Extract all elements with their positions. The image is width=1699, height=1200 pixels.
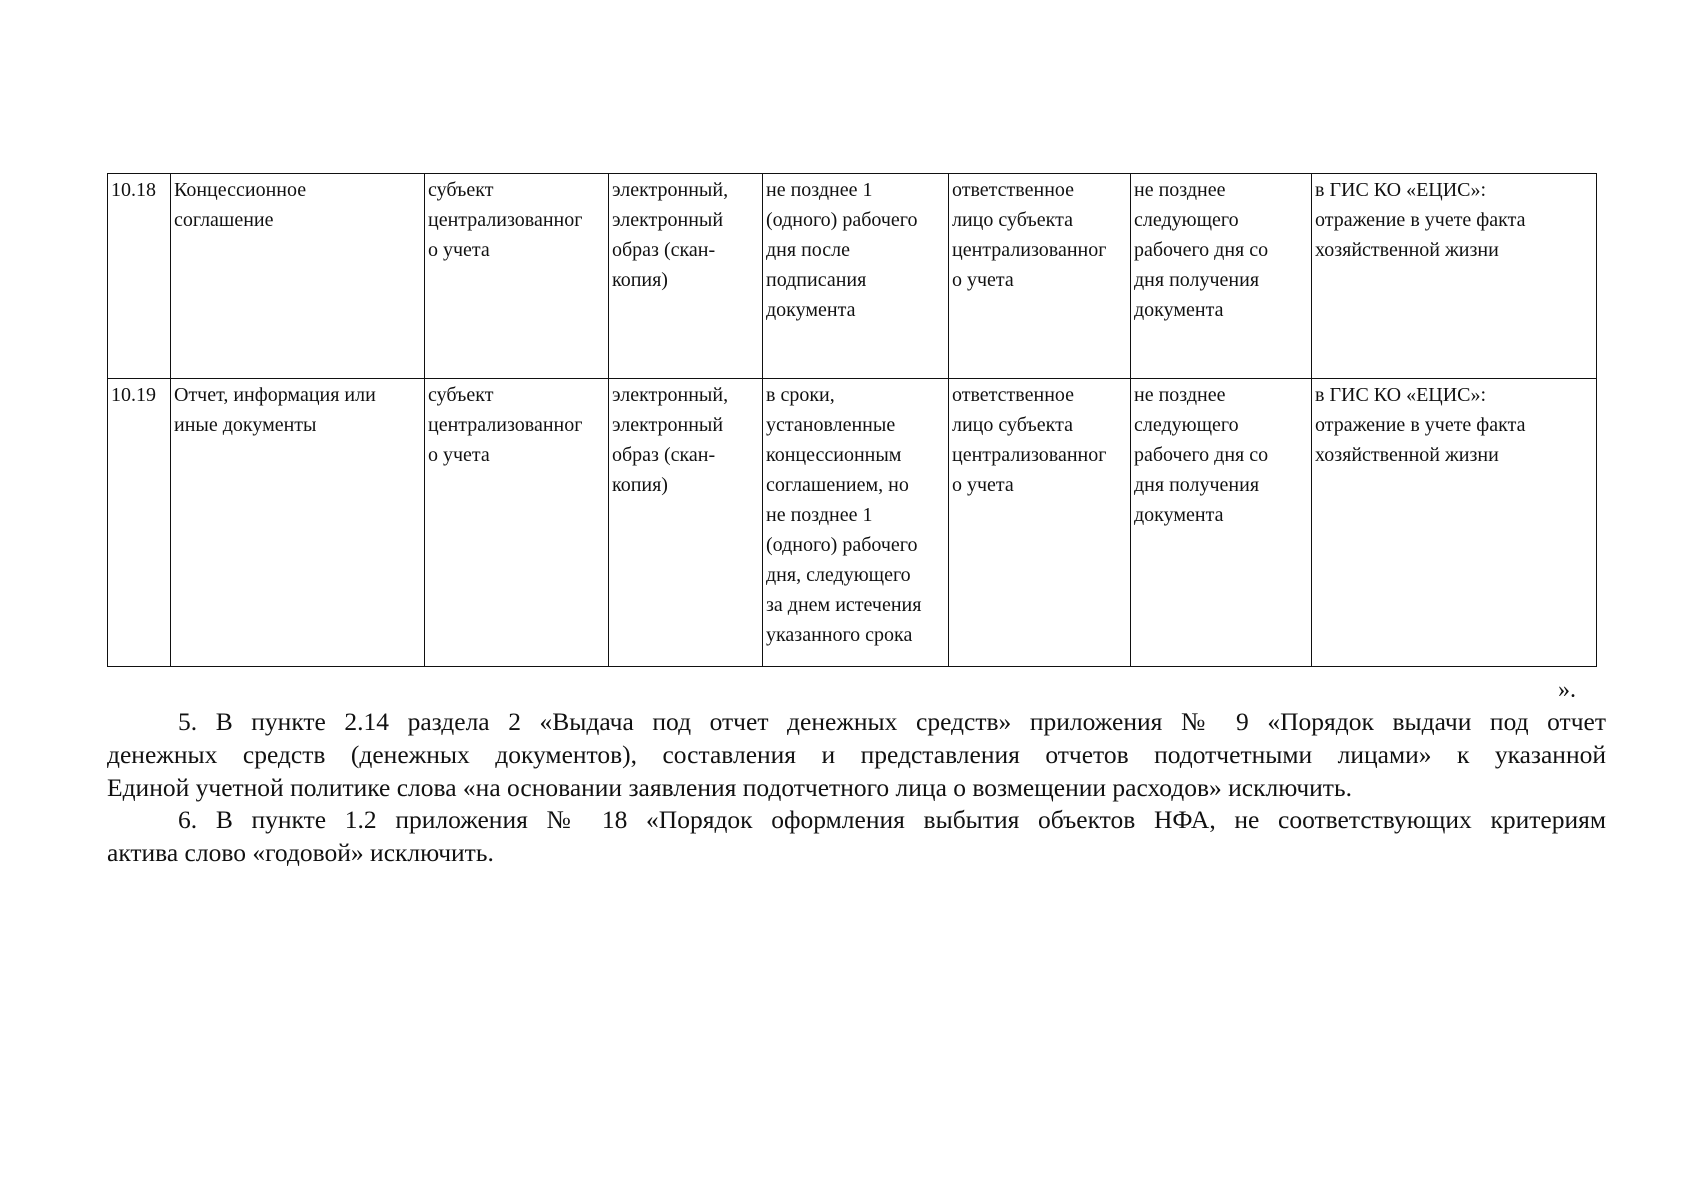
cell-line: лицо субъекта <box>952 414 1073 436</box>
cell-line: документа <box>1134 504 1224 526</box>
cell-line: электронный <box>612 414 724 436</box>
deadline-cell <box>763 174 949 379</box>
form-cell <box>609 174 763 379</box>
cell-line: следующего <box>1134 414 1239 436</box>
row-number-cell: 10.18 <box>108 174 171 379</box>
form-cell <box>609 379 763 667</box>
paragraph-line: денежных средств (денежных документов), составления и представления отчетов подотчетными лицами» к указанной <box>107 740 1606 769</box>
paragraph-6 <box>107 803 1606 869</box>
cell-line: за днем истечения <box>766 594 922 616</box>
responsible-cell <box>949 379 1131 667</box>
cell-line: иные документы <box>174 414 317 436</box>
cell-line: не позднее 1 <box>766 504 873 526</box>
table-row <box>108 174 1597 379</box>
cell-line: о учета <box>952 269 1014 291</box>
cell-line: рабочего дня со <box>1134 239 1269 261</box>
table-row <box>108 379 1597 667</box>
paragraph-line: 6. В пункте 1.2 приложения № 18 «Порядок оформления выбытия объектов НФА, не соответствующих критериям <box>178 805 1606 834</box>
cell-line: в ГИС КО «ЕЦИС»: <box>1315 179 1487 201</box>
document-table <box>107 173 1597 667</box>
paragraph-line: Единой учетной политике слова «на основании заявления подотчетного лица о возмещении расходов» исключить. <box>107 773 1352 802</box>
cell-line: указанного срока <box>766 624 913 646</box>
cell-line: следующего <box>1134 209 1239 231</box>
cell-line: субъект <box>428 179 494 201</box>
receipt-cell <box>1131 174 1312 379</box>
cell-line: соглашение <box>174 209 274 231</box>
cell-line: централизованног <box>428 414 583 436</box>
cell-line: Концессионное <box>174 179 307 201</box>
cell-line: не позднее <box>1134 179 1226 201</box>
cell-line: образ (скан- <box>612 239 716 261</box>
cell-line: концессионным <box>766 444 902 466</box>
cell-line: в сроки, <box>766 384 835 406</box>
action-cell <box>1312 174 1597 379</box>
cell-line: не позднее <box>1134 384 1226 406</box>
cell-line: рабочего дня со <box>1134 444 1269 466</box>
cell-line: отражение в учете факта <box>1315 209 1526 231</box>
creator-cell <box>425 174 609 379</box>
cell-line: в ГИС КО «ЕЦИС»: <box>1315 384 1487 406</box>
responsible-cell <box>949 174 1131 379</box>
cell-line: электронный, <box>612 179 729 201</box>
cell-line: ответственное <box>952 384 1075 406</box>
cell-line: копия) <box>612 474 668 496</box>
cell-line: хозяйственной жизни <box>1315 444 1499 466</box>
cell-line: соглашением, но <box>766 474 909 496</box>
paragraph-line: 5. В пункте 2.14 раздела 2 «Выдача под отчет денежных средств» приложения № 9 «Порядок выдачи под отчет <box>178 707 1606 736</box>
cell-line: электронный, <box>612 384 729 406</box>
cell-line: централизованног <box>952 239 1107 261</box>
paragraph-line: актива слово «годовой» исключить. <box>107 838 494 867</box>
cell-line: дня получения <box>1134 474 1260 496</box>
closing-quote: ». <box>1558 677 1576 703</box>
cell-line: подписания <box>766 269 867 291</box>
cell-line: централизованног <box>952 444 1107 466</box>
cell-line: документа <box>766 299 856 321</box>
cell-line: электронный <box>612 209 724 231</box>
paragraph-5 <box>107 705 1606 804</box>
cell-line: дня, следующего <box>766 564 911 586</box>
cell-line: образ (скан- <box>612 444 716 466</box>
cell-line: дня после <box>766 239 851 261</box>
cell-line: (одного) рабочего <box>766 534 918 556</box>
cell-line: дня получения <box>1134 269 1260 291</box>
cell-line: о учета <box>428 239 490 261</box>
document-name-cell <box>171 174 425 379</box>
cell-line: Отчет, информация или <box>174 384 376 406</box>
cell-line: хозяйственной жизни <box>1315 239 1499 261</box>
cell-line: отражение в учете факта <box>1315 414 1526 436</box>
cell-line: документа <box>1134 299 1224 321</box>
creator-cell <box>425 379 609 667</box>
cell-line: (одного) рабочего <box>766 209 918 231</box>
cell-line: субъект <box>428 384 494 406</box>
cell-line: централизованног <box>428 209 583 231</box>
action-cell <box>1312 379 1597 667</box>
cell-line: ответственное <box>952 179 1075 201</box>
cell-line: копия) <box>612 269 668 291</box>
receipt-cell <box>1131 379 1312 667</box>
deadline-cell <box>763 379 949 667</box>
cell-line: не позднее 1 <box>766 179 873 201</box>
cell-line: лицо субъекта <box>952 209 1073 231</box>
document-name-cell <box>171 379 425 667</box>
row-number-cell: 10.19 <box>108 379 171 667</box>
cell-line: установленные <box>766 414 896 436</box>
cell-line: о учета <box>952 474 1014 496</box>
cell-line: о учета <box>428 444 490 466</box>
